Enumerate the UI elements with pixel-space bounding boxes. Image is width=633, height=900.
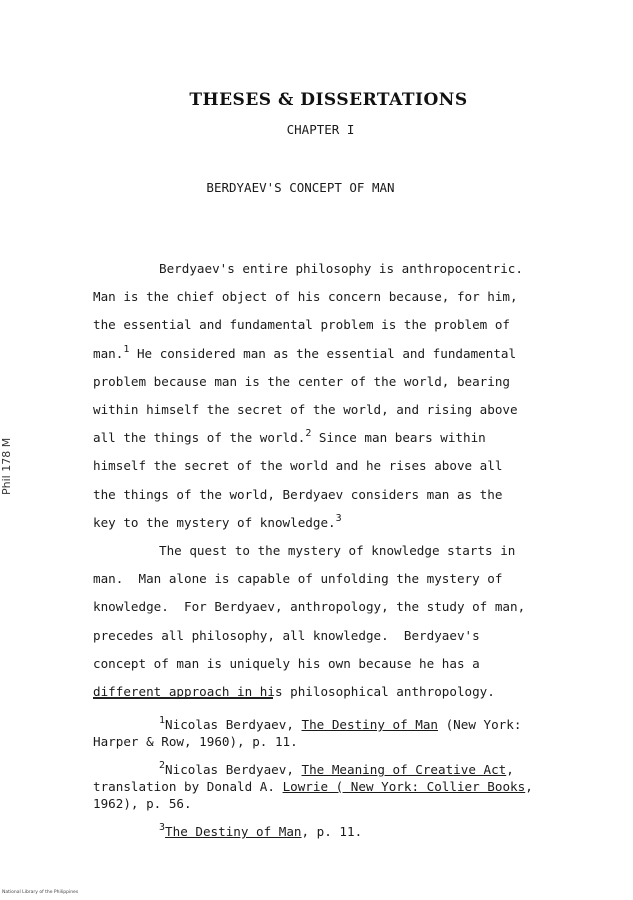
body-line: within himself the secret of the world, and rising above xyxy=(93,402,518,418)
chapter-heading: CHAPTER I xyxy=(286,122,355,137)
body-line: key to the mystery of knowledge.$^3$ xyxy=(93,512,342,530)
cited-work: The Destiny of Man xyxy=(165,824,302,839)
theses-stamp: THESES & DISSERTATIONS xyxy=(189,90,468,110)
footnote-3: $^3$The Destiny of Man, p. 11. xyxy=(159,822,363,839)
body-line: man.$^1$ He considered man as the essential and fundamental xyxy=(93,343,517,361)
body-line: all the things of the world.$^2$ Since man bears within xyxy=(93,428,486,446)
footnote-1: $^1$Nicolas Berdyaev, The Destiny of Man (New York: Harper & Row, 1960), p. 11. xyxy=(93,715,522,749)
body-line: The quest to the mystery of knowledge starts in xyxy=(159,543,516,559)
handwritten-margin-note: Phil 178 M xyxy=(0,437,13,495)
footnote-2: $^2$Nicolas Berdyaev, The Meaning of Creative Act, translation by Donald A. Lowrie ( New York: Collier Books, 1962), p. 56. xyxy=(93,760,533,811)
footnote-ref: 1 xyxy=(123,343,130,355)
body-line: precedes all philosophy, all knowledge. Berdyaev's xyxy=(93,627,480,643)
body-line: himself the secret of the world and he rises above all xyxy=(93,458,503,474)
footnote-divider xyxy=(93,697,273,699)
body-text xyxy=(93,255,571,706)
body-line: Berdyaev's entire philosophy is anthropocentric. xyxy=(159,261,523,276)
chapter-title: BERDYAEV'S CONCEPT OF MAN xyxy=(206,180,395,195)
body-line: Man is the chief object of his concern because, for him, xyxy=(93,289,518,305)
body-line: knowledge. For Berdyaev, anthropology, the study of man, xyxy=(93,599,526,615)
body-line: the things of the world, Berdyaev considers man as the xyxy=(93,486,503,502)
cited-work: The Meaning of Creative Act xyxy=(301,762,507,777)
body-line: problem because man is the center of the world, bearing xyxy=(93,373,511,389)
body-line: man. Man alone is capable of unfolding the mystery of xyxy=(93,571,503,587)
footnote-ref: 3 xyxy=(335,512,342,524)
body-line: different approach in his philosophical anthropology. xyxy=(93,684,495,700)
footnote-ref: 2 xyxy=(305,428,312,440)
footnote-mark: 2 xyxy=(159,760,166,771)
footnote-mark: 3 xyxy=(159,822,166,833)
cited-work: The Destiny of Man xyxy=(301,717,438,732)
body-line: concept of man is uniquely his own because he has a xyxy=(93,655,480,671)
body-line: the essential and fundamental problem is the problem of xyxy=(93,317,511,333)
scan-footer: National Library of the Philippines xyxy=(2,890,79,895)
footnote-mark: 1 xyxy=(159,715,166,726)
